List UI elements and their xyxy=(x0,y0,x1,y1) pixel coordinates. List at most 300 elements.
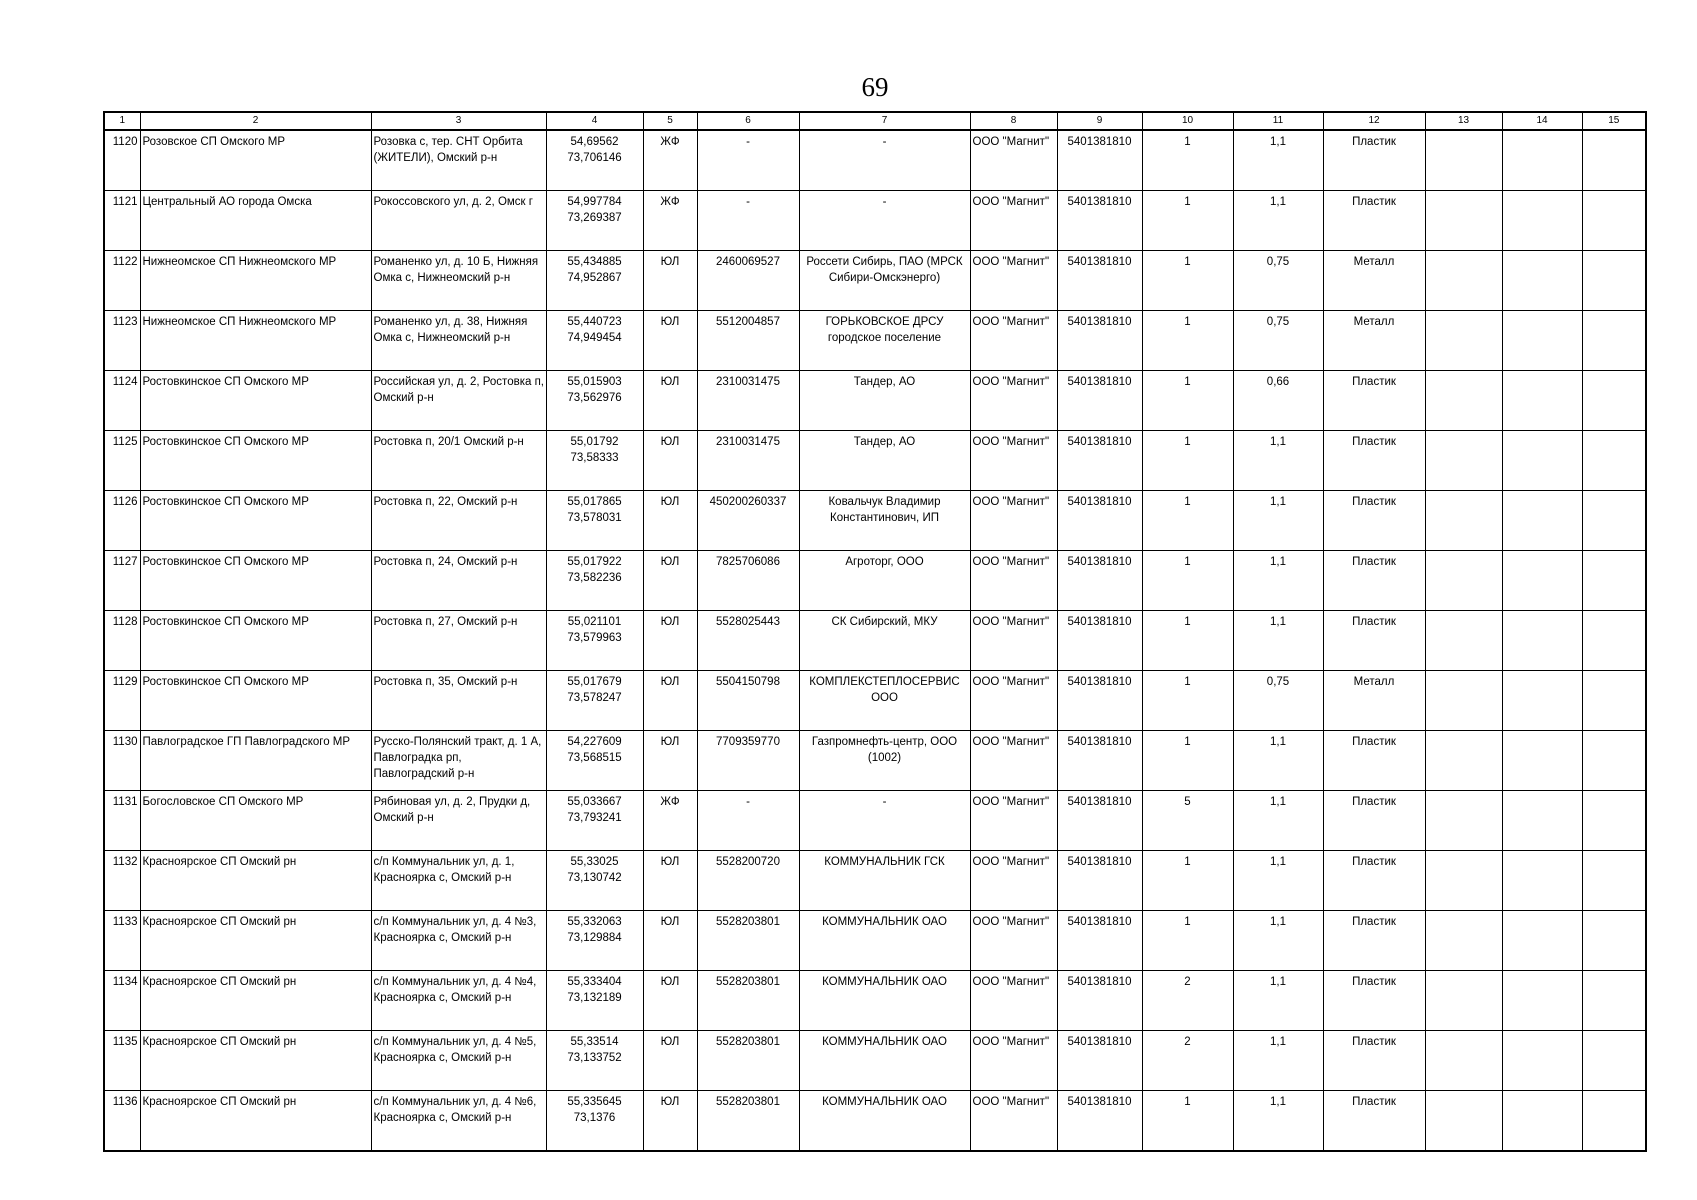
column-header: 8 xyxy=(970,112,1057,130)
type-cell: ЖФ xyxy=(643,130,697,191)
settlement-cell: Нижнеомское СП Нижнеомского МР xyxy=(140,251,371,311)
volume-cell: 0,75 xyxy=(1233,671,1323,731)
address-cell: с/п Коммунальник ул, д. 4 №4, Красноярка с, Омский р-н xyxy=(371,971,546,1031)
table-row xyxy=(104,1091,1646,1152)
operator-inn-cell: 5401381810 xyxy=(1057,1031,1142,1091)
empty-cell xyxy=(1425,671,1502,731)
table-row xyxy=(104,551,1646,611)
settlement-cell: Розовское СП Омского МР xyxy=(140,130,371,191)
latitude: 55,434885 xyxy=(567,256,622,268)
coordinates-cell xyxy=(546,191,643,251)
operator-cell: ООО "Магнит" xyxy=(970,791,1057,851)
row-number: 1127 xyxy=(104,551,140,611)
empty-cell xyxy=(1582,130,1646,191)
row-number: 1130 xyxy=(104,731,140,791)
coordinates-cell xyxy=(546,431,643,491)
count-cell: 1 xyxy=(1142,311,1233,371)
longitude: 73,132189 xyxy=(567,992,622,1004)
address-cell: Ростовка п, 35, Омский р-н xyxy=(371,671,546,731)
settlement-cell: Нижнеомское СП Нижнеомского МР xyxy=(140,311,371,371)
empty-cell xyxy=(1425,731,1502,791)
row-number: 1134 xyxy=(104,971,140,1031)
longitude: 73,129884 xyxy=(567,932,622,944)
longitude: 73,269387 xyxy=(567,212,622,224)
operator-cell: ООО "Магнит" xyxy=(970,911,1057,971)
empty-cell xyxy=(1582,371,1646,431)
latitude: 55,333404 xyxy=(567,976,622,988)
coordinates-cell xyxy=(546,851,643,911)
owner-cell: Тандер, АО xyxy=(799,431,970,491)
empty-cell xyxy=(1502,791,1582,851)
settlement-cell: Красноярское СП Омский рн xyxy=(140,911,371,971)
volume-cell: 1,1 xyxy=(1233,1031,1323,1091)
column-header: 13 xyxy=(1425,112,1502,130)
empty-cell xyxy=(1582,851,1646,911)
operator-inn-cell: 5401381810 xyxy=(1057,551,1142,611)
operator-cell: ООО "Магнит" xyxy=(970,671,1057,731)
row-number: 1129 xyxy=(104,671,140,731)
latitude: 55,017922 xyxy=(567,556,622,568)
coordinates-cell xyxy=(546,251,643,311)
address-cell: Ростовка п, 27, Омский р-н xyxy=(371,611,546,671)
operator-cell: ООО "Магнит" xyxy=(970,130,1057,191)
empty-cell xyxy=(1425,911,1502,971)
longitude: 73,582236 xyxy=(567,572,622,584)
material-cell: Пластик xyxy=(1323,611,1425,671)
operator-inn-cell: 5401381810 xyxy=(1057,1091,1142,1152)
column-header: 6 xyxy=(697,112,799,130)
settlement-cell: Ростовкинское СП Омского МР xyxy=(140,611,371,671)
longitude: 73,579963 xyxy=(567,632,622,644)
count-cell: 1 xyxy=(1142,671,1233,731)
settlement-cell: Павлоградское ГП Павлоградского МР xyxy=(140,731,371,791)
operator-inn-cell: 5401381810 xyxy=(1057,611,1142,671)
owner-cell: Тандер, АО xyxy=(799,371,970,431)
latitude: 55,017679 xyxy=(567,676,622,688)
row-number: 1122 xyxy=(104,251,140,311)
operator-inn-cell: 5401381810 xyxy=(1057,191,1142,251)
inn-cell: 5528200720 xyxy=(697,851,799,911)
settlement-cell: Ростовкинское СП Омского МР xyxy=(140,671,371,731)
empty-cell xyxy=(1502,1091,1582,1152)
count-cell: 1 xyxy=(1142,191,1233,251)
empty-cell xyxy=(1582,1031,1646,1091)
row-number: 1121 xyxy=(104,191,140,251)
table-row xyxy=(104,431,1646,491)
latitude: 55,33025 xyxy=(570,856,619,868)
inn-cell: - xyxy=(697,191,799,251)
address-cell: с/п Коммунальник ул, д. 1, Красноярка с, Омский р-н xyxy=(371,851,546,911)
inn-cell: 7709359770 xyxy=(697,731,799,791)
latitude: 55,335645 xyxy=(567,1096,622,1108)
settlement-cell: Ростовкинское СП Омского МР xyxy=(140,551,371,611)
column-header: 10 xyxy=(1142,112,1233,130)
table-row xyxy=(104,1031,1646,1091)
empty-cell xyxy=(1582,251,1646,311)
operator-cell: ООО "Магнит" xyxy=(970,191,1057,251)
column-header: 11 xyxy=(1233,112,1323,130)
operator-inn-cell: 5401381810 xyxy=(1057,791,1142,851)
count-cell: 1 xyxy=(1142,731,1233,791)
empty-cell xyxy=(1425,311,1502,371)
count-cell: 1 xyxy=(1142,911,1233,971)
empty-cell xyxy=(1425,1031,1502,1091)
type-cell: ЮЛ xyxy=(643,611,697,671)
empty-cell xyxy=(1502,731,1582,791)
operator-inn-cell: 5401381810 xyxy=(1057,731,1142,791)
inn-cell: 5528203801 xyxy=(697,1091,799,1152)
table-row xyxy=(104,791,1646,851)
material-cell: Пластик xyxy=(1323,1091,1425,1152)
settlement-cell: Ростовкинское СП Омского МР xyxy=(140,491,371,551)
row-number: 1131 xyxy=(104,791,140,851)
latitude: 54,69562 xyxy=(570,136,619,148)
empty-cell xyxy=(1502,971,1582,1031)
longitude: 73,706146 xyxy=(567,152,622,164)
table-row xyxy=(104,371,1646,431)
column-header: 9 xyxy=(1057,112,1142,130)
row-number: 1120 xyxy=(104,130,140,191)
longitude: 73,562976 xyxy=(567,392,622,404)
type-cell: ЮЛ xyxy=(643,671,697,731)
empty-cell xyxy=(1425,851,1502,911)
material-cell: Металл xyxy=(1323,671,1425,731)
address-cell: Романенко ул, д. 10 Б, Нижняя Омка с, Нижнеомский р-н xyxy=(371,251,546,311)
column-header: 15 xyxy=(1582,112,1646,130)
settlement-cell: Красноярское СП Омский рн xyxy=(140,971,371,1031)
coordinates-cell xyxy=(546,491,643,551)
owner-cell: ГОРЬКОВСКОЕ ДРСУ городское поселение xyxy=(799,311,970,371)
volume-cell: 1,1 xyxy=(1233,130,1323,191)
type-cell: ЮЛ xyxy=(643,491,697,551)
operator-inn-cell: 5401381810 xyxy=(1057,971,1142,1031)
operator-inn-cell: 5401381810 xyxy=(1057,491,1142,551)
coordinates-cell xyxy=(546,971,643,1031)
latitude: 55,33514 xyxy=(570,1036,619,1048)
operator-cell: ООО "Магнит" xyxy=(970,611,1057,671)
material-cell: Пластик xyxy=(1323,491,1425,551)
longitude: 73,578031 xyxy=(567,512,622,524)
table-row xyxy=(104,311,1646,371)
inn-cell: 5512004857 xyxy=(697,311,799,371)
type-cell: ЖФ xyxy=(643,191,697,251)
column-header: 14 xyxy=(1502,112,1582,130)
count-cell: 1 xyxy=(1142,130,1233,191)
row-number: 1125 xyxy=(104,431,140,491)
empty-cell xyxy=(1582,311,1646,371)
table-row xyxy=(104,971,1646,1031)
operator-cell: ООО "Магнит" xyxy=(970,251,1057,311)
inn-cell: 5504150798 xyxy=(697,671,799,731)
material-cell: Пластик xyxy=(1323,551,1425,611)
inn-cell: 450200260337 xyxy=(697,491,799,551)
volume-cell: 0,75 xyxy=(1233,251,1323,311)
latitude: 54,227609 xyxy=(567,736,622,748)
column-header: 1 xyxy=(104,112,140,130)
type-cell: ЮЛ xyxy=(643,431,697,491)
operator-inn-cell: 5401381810 xyxy=(1057,130,1142,191)
settlement-cell: Красноярское СП Омский рн xyxy=(140,1031,371,1091)
header-row xyxy=(104,112,1646,130)
material-cell: Пластик xyxy=(1323,191,1425,251)
count-cell: 1 xyxy=(1142,491,1233,551)
table-row xyxy=(104,851,1646,911)
latitude: 54,997784 xyxy=(567,196,622,208)
inn-cell: 2460069527 xyxy=(697,251,799,311)
owner-cell: КОММУНАЛЬНИК ОАО xyxy=(799,1091,970,1152)
count-cell: 1 xyxy=(1142,251,1233,311)
empty-cell xyxy=(1425,1091,1502,1152)
table-row xyxy=(104,251,1646,311)
empty-cell xyxy=(1502,551,1582,611)
address-cell: с/п Коммунальник ул, д. 4 №5, Красноярка с, Омский р-н xyxy=(371,1031,546,1091)
volume-cell: 1,1 xyxy=(1233,971,1323,1031)
volume-cell: 1,1 xyxy=(1233,851,1323,911)
row-number: 1135 xyxy=(104,1031,140,1091)
owner-cell: Россети Сибирь, ПАО (МРСК Сибири-Омскэнерго) xyxy=(799,251,970,311)
count-cell: 1 xyxy=(1142,1091,1233,1152)
material-cell: Пластик xyxy=(1323,971,1425,1031)
owner-cell: КОМПЛЕКСТЕПЛОСЕРВИС ООО xyxy=(799,671,970,731)
volume-cell: 1,1 xyxy=(1233,611,1323,671)
coordinates-cell xyxy=(546,130,643,191)
volume-cell: 1,1 xyxy=(1233,431,1323,491)
operator-cell: ООО "Магнит" xyxy=(970,851,1057,911)
volume-cell: 1,1 xyxy=(1233,1091,1323,1152)
column-header: 12 xyxy=(1323,112,1425,130)
material-cell: Металл xyxy=(1323,251,1425,311)
longitude: 73,568515 xyxy=(567,752,622,764)
coordinates-cell xyxy=(546,1091,643,1152)
material-cell: Пластик xyxy=(1323,911,1425,971)
address-cell: Ростовка п, 24, Омский р-н xyxy=(371,551,546,611)
table-row xyxy=(104,611,1646,671)
settlement-cell: Центральный АО города Омска xyxy=(140,191,371,251)
longitude: 73,1376 xyxy=(573,1112,616,1124)
inn-cell: 5528025443 xyxy=(697,611,799,671)
owner-cell: КОММУНАЛЬНИК ОАО xyxy=(799,911,970,971)
row-number: 1128 xyxy=(104,611,140,671)
settlement-cell: Богословское СП Омского МР xyxy=(140,791,371,851)
empty-cell xyxy=(1425,791,1502,851)
coordinates-cell xyxy=(546,551,643,611)
coordinates-cell xyxy=(546,791,643,851)
volume-cell: 1,1 xyxy=(1233,551,1323,611)
row-number: 1132 xyxy=(104,851,140,911)
table-row xyxy=(104,130,1646,191)
longitude: 74,952867 xyxy=(567,272,622,284)
operator-inn-cell: 5401381810 xyxy=(1057,251,1142,311)
material-cell: Пластик xyxy=(1323,731,1425,791)
table-row xyxy=(104,491,1646,551)
empty-cell xyxy=(1425,611,1502,671)
empty-cell xyxy=(1502,251,1582,311)
type-cell: ЮЛ xyxy=(643,731,697,791)
material-cell: Пластик xyxy=(1323,851,1425,911)
empty-cell xyxy=(1582,431,1646,491)
latitude: 55,440723 xyxy=(567,316,622,328)
empty-cell xyxy=(1502,191,1582,251)
count-cell: 2 xyxy=(1142,1031,1233,1091)
row-number: 1136 xyxy=(104,1091,140,1152)
longitude: 74,949454 xyxy=(567,332,622,344)
latitude: 55,01792 xyxy=(570,436,619,448)
column-header: 4 xyxy=(546,112,643,130)
empty-cell xyxy=(1425,191,1502,251)
owner-cell: - xyxy=(799,130,970,191)
owner-cell: - xyxy=(799,791,970,851)
inn-cell: 5528203801 xyxy=(697,971,799,1031)
latitude: 55,017865 xyxy=(567,496,622,508)
type-cell: ЮЛ xyxy=(643,971,697,1031)
inn-cell: - xyxy=(697,791,799,851)
empty-cell xyxy=(1425,971,1502,1031)
type-cell: ЮЛ xyxy=(643,251,697,311)
operator-inn-cell: 5401381810 xyxy=(1057,851,1142,911)
address-cell: Рябиновая ул, д. 2, Прудки д, Омский р-н xyxy=(371,791,546,851)
material-cell: Пластик xyxy=(1323,1031,1425,1091)
address-cell: Ростовка п, 20/1 Омский р-н xyxy=(371,431,546,491)
operator-cell: ООО "Магнит" xyxy=(970,431,1057,491)
type-cell: ЮЛ xyxy=(643,911,697,971)
empty-cell xyxy=(1582,911,1646,971)
table-row xyxy=(104,671,1646,731)
empty-cell xyxy=(1502,371,1582,431)
row-number: 1123 xyxy=(104,311,140,371)
empty-cell xyxy=(1425,130,1502,191)
material-cell: Пластик xyxy=(1323,431,1425,491)
latitude: 55,021101 xyxy=(567,616,622,628)
coordinates-cell xyxy=(546,611,643,671)
volume-cell: 1,1 xyxy=(1233,191,1323,251)
address-cell: Розовка с, тер. СНТ Орбита (ЖИТЕЛИ), Омский р-н xyxy=(371,130,546,191)
inn-cell: - xyxy=(697,130,799,191)
empty-cell xyxy=(1502,130,1582,191)
volume-cell: 1,1 xyxy=(1233,491,1323,551)
volume-cell: 1,1 xyxy=(1233,731,1323,791)
count-cell: 1 xyxy=(1142,611,1233,671)
settlement-cell: Красноярское СП Омский рн xyxy=(140,851,371,911)
empty-cell xyxy=(1582,791,1646,851)
settlement-cell: Ростовкинское СП Омского МР xyxy=(140,371,371,431)
address-cell: с/п Коммунальник ул, д. 4 №3, Красноярка с, Омский р-н xyxy=(371,911,546,971)
column-header: 7 xyxy=(799,112,970,130)
count-cell: 1 xyxy=(1142,851,1233,911)
register-body xyxy=(104,130,1646,1151)
empty-cell xyxy=(1502,911,1582,971)
longitude: 73,58333 xyxy=(570,452,619,464)
empty-cell xyxy=(1425,431,1502,491)
coordinates-cell xyxy=(546,311,643,371)
empty-cell xyxy=(1582,671,1646,731)
empty-cell xyxy=(1502,491,1582,551)
empty-cell xyxy=(1582,1091,1646,1152)
count-cell: 1 xyxy=(1142,551,1233,611)
row-number: 1124 xyxy=(104,371,140,431)
address-cell: Ростовка п, 22, Омский р-н xyxy=(371,491,546,551)
type-cell: ЮЛ xyxy=(643,551,697,611)
column-header: 3 xyxy=(371,112,546,130)
operator-cell: ООО "Магнит" xyxy=(970,371,1057,431)
address-cell: с/п Коммунальник ул, д. 4 №6, Красноярка с, Омский р-н xyxy=(371,1091,546,1152)
owner-cell: КОММУНАЛЬНИК ОАО xyxy=(799,1031,970,1091)
owner-cell: - xyxy=(799,191,970,251)
table-row xyxy=(104,731,1646,791)
coordinates-cell xyxy=(546,1031,643,1091)
longitude: 73,133752 xyxy=(567,1052,622,1064)
empty-cell xyxy=(1425,371,1502,431)
empty-cell xyxy=(1425,551,1502,611)
owner-cell: Агроторг, ООО xyxy=(799,551,970,611)
operator-cell: ООО "Магнит" xyxy=(970,551,1057,611)
empty-cell xyxy=(1425,491,1502,551)
empty-cell xyxy=(1502,851,1582,911)
settlement-cell: Ростовкинское СП Омского МР xyxy=(140,431,371,491)
count-cell: 5 xyxy=(1142,791,1233,851)
longitude: 73,793241 xyxy=(567,812,622,824)
material-cell: Металл xyxy=(1323,311,1425,371)
operator-cell: ООО "Магнит" xyxy=(970,491,1057,551)
address-cell: Русско-Полянский тракт, д. 1 А, Павлоградка рп, Павлоградский р-н xyxy=(371,731,546,791)
owner-cell: Ковальчук Владимир Константинович, ИП xyxy=(799,491,970,551)
count-cell: 1 xyxy=(1142,431,1233,491)
owner-cell: КОММУНАЛЬНИК ОАО xyxy=(799,971,970,1031)
empty-cell xyxy=(1582,611,1646,671)
inn-cell: 7825706086 xyxy=(697,551,799,611)
type-cell: ЮЛ xyxy=(643,371,697,431)
row-number: 1133 xyxy=(104,911,140,971)
owner-cell: СК Сибирский, МКУ xyxy=(799,611,970,671)
empty-cell xyxy=(1502,431,1582,491)
register-table xyxy=(103,111,1647,1152)
empty-cell xyxy=(1502,311,1582,371)
owner-cell: Газпромнефть-центр, ООО (1002) xyxy=(799,731,970,791)
empty-cell xyxy=(1425,251,1502,311)
material-cell: Пластик xyxy=(1323,791,1425,851)
type-cell: ЮЛ xyxy=(643,1091,697,1152)
empty-cell xyxy=(1582,551,1646,611)
owner-cell: КОММУНАЛЬНИК ГСК xyxy=(799,851,970,911)
volume-cell: 1,1 xyxy=(1233,791,1323,851)
empty-cell xyxy=(1582,731,1646,791)
empty-cell xyxy=(1502,611,1582,671)
coordinates-cell xyxy=(546,671,643,731)
longitude: 73,130742 xyxy=(567,872,622,884)
coordinates-cell xyxy=(546,911,643,971)
column-header: 5 xyxy=(643,112,697,130)
table-row xyxy=(104,191,1646,251)
address-cell: Российская ул, д. 2, Ростовка п, Омский р-н xyxy=(371,371,546,431)
material-cell: Пластик xyxy=(1323,130,1425,191)
material-cell: Пластик xyxy=(1323,371,1425,431)
empty-cell xyxy=(1502,1031,1582,1091)
operator-inn-cell: 5401381810 xyxy=(1057,371,1142,431)
page-number: 69 xyxy=(861,72,889,102)
inn-cell: 5528203801 xyxy=(697,1031,799,1091)
row-number: 1126 xyxy=(104,491,140,551)
inn-cell: 2310031475 xyxy=(697,431,799,491)
coordinates-cell xyxy=(546,371,643,431)
longitude: 73,578247 xyxy=(567,692,622,704)
address-cell: Рокоссовского ул, д. 2, Омск г xyxy=(371,191,546,251)
volume-cell: 1,1 xyxy=(1233,911,1323,971)
empty-cell xyxy=(1502,671,1582,731)
operator-cell: ООО "Магнит" xyxy=(970,1091,1057,1152)
type-cell: ЮЛ xyxy=(643,311,697,371)
operator-cell: ООО "Магнит" xyxy=(970,1031,1057,1091)
address-cell: Романенко ул, д. 38, Нижняя Омка с, Нижнеомский р-н xyxy=(371,311,546,371)
count-cell: 2 xyxy=(1142,971,1233,1031)
